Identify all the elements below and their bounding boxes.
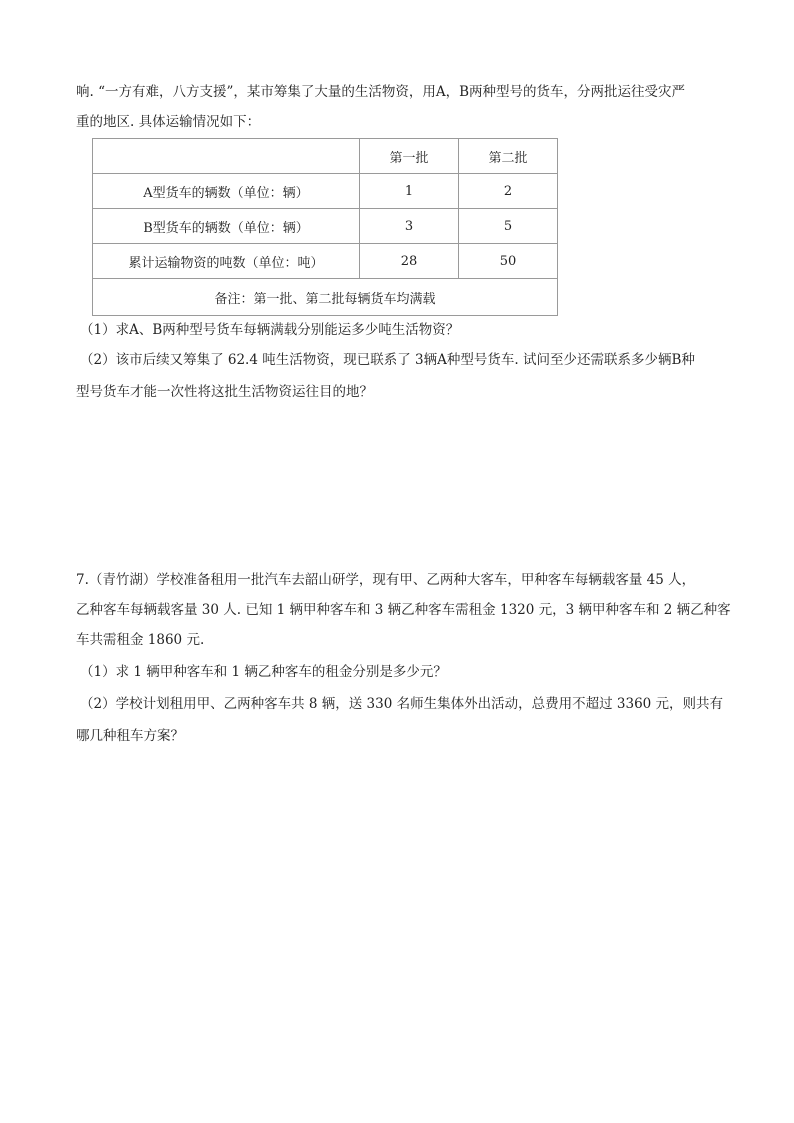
table-header-cell: 第二批	[459, 139, 558, 174]
table-row	[93, 174, 558, 209]
table-note: 备注：第一批、第二批每辆货车均满载	[93, 279, 558, 316]
table-cell: 28	[360, 244, 459, 279]
table-cell: 1	[360, 174, 459, 209]
table-header-cell	[93, 139, 360, 174]
q6-subquestion-2-line2: 型号货车才能一次性将这批生活物资运往目的地？	[76, 384, 373, 400]
q6-subquestion-1: （1）求A、B两种型号货车每辆满载分别能运多少吨生活物资？	[80, 322, 460, 338]
table-cell: 2	[459, 174, 558, 209]
table-note-row	[93, 279, 558, 316]
transport-table	[92, 138, 558, 316]
q7-subquestion-2-line1: （2）学校计划租用甲、乙两种客车共 8 辆，送 330 名师生集体外出活动，总费用不超过 3360 元，则共有	[80, 696, 724, 712]
table-header-row	[93, 139, 558, 174]
q6-intro-line2: 重的地区. 具体运输情况如下：	[76, 114, 261, 130]
q7-subquestion-1: （1）求 1 辆甲种客车和 1 辆乙种客车的租金分别是多少元？	[80, 664, 447, 680]
table-cell: 50	[459, 244, 558, 279]
q7-subquestion-2-line2: 哪几种租车方案？	[76, 728, 184, 744]
table-cell: 3	[360, 209, 459, 244]
table-header-cell: 第一批	[360, 139, 459, 174]
table-cell: 累计运输物资的吨数（单位：吨）	[93, 244, 360, 279]
q6-intro-line1: 响. “一方有难，八方支援”，某市筹集了大量的生活物资，用A，B两种型号的货车，分两批运往受灾严	[76, 84, 686, 100]
q7-line1: 7.（青竹湖）学校准备租用一批汽车去韶山研学，现有甲、乙两种大客车，甲种客车每辆载客量 45 人，	[76, 572, 696, 588]
q6-subquestion-2-line1: （2）该市后续又筹集了 62.4 吨生活物资，现已联系了 3辆A种型号货车. 试问至少还需联系多少辆B种	[80, 352, 695, 368]
table-row	[93, 244, 558, 279]
table-cell: 5	[459, 209, 558, 244]
table-row	[93, 209, 558, 244]
table-cell: B型货车的辆数（单位：辆）	[93, 209, 360, 244]
q7-line3: 车共需租金 1860 元.	[76, 632, 205, 648]
q7-line2: 乙种客车每辆载客量 30 人. 已知 1 辆甲种客车和 3 辆乙种客车需租金 1320 元，3 辆甲种客车和 2 辆乙种客	[76, 602, 731, 618]
table-cell: A型货车的辆数（单位：辆）	[93, 174, 360, 209]
